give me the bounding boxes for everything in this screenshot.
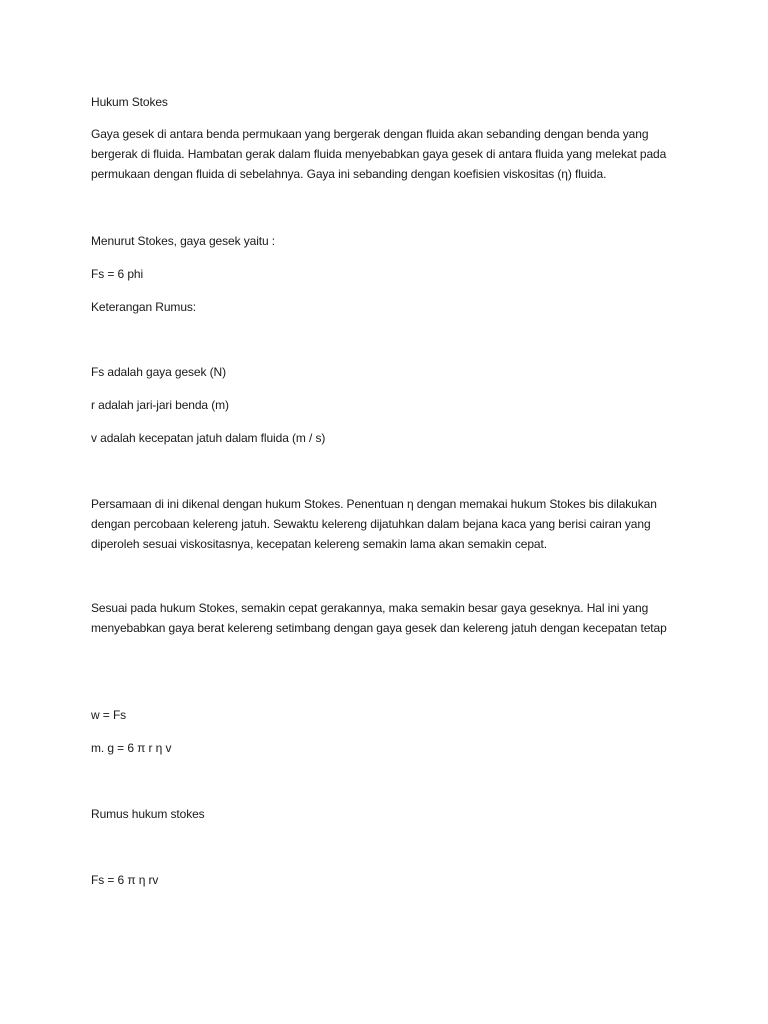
legend-heading: Keterangan Rumus: (91, 300, 197, 314)
formula-final: Fs = 6 π η rv (91, 873, 159, 887)
document-title: Hukum Stokes (91, 95, 168, 109)
balance-equation-2: m. g = 6 π r η v (91, 741, 172, 755)
legend-item-velocity: v adalah kecepatan jatuh dalam fluida (m / s) (91, 431, 326, 445)
consequence-paragraph: Sesuai pada hukum Stokes, semakin cepat gerakannya, maka semakin besar gaya geseknya. Hal ini yang menyebabkan gaya berat kelereng setimbang dengan gaya gesek dan kelereng jatuh dengan kecepatan tetap (91, 601, 667, 635)
intro-paragraph: Gaya gesek di antara benda permukaan yang bergerak dengan fluida akan sebanding dengan benda yang bergerak di fluida. Hambatan gerak dalam fluida menyebabkan gaya gesek di antara fluida yang melekat pada permukaan dengan fluida di sebelahnya. Gaya ini sebanding dengan koefisien viskositas (η) fluida. (91, 127, 667, 181)
balance-equation-1: w = Fs (91, 708, 127, 722)
formula-short: Fs = 6 phi (91, 267, 144, 281)
equation-paragraph: Persamaan di ini dikenal dengan hukum Stokes. Penentuan η dengan memakai hukum Stokes bis dilakukan dengan percobaan kelereng jatuh. Sewaktu kelereng dijatuhkan dalam bejana kaca yang berisi cairan yang diperoleh sesuai viskositasnya, kecepatan kelereng semakin lama akan semakin cepat. (91, 497, 657, 551)
stokes-intro-text: Menurut Stokes, gaya gesek yaitu : (91, 234, 276, 248)
formula-heading: Rumus hukum stokes (91, 807, 205, 821)
legend-item-radius: r adalah jari-jari benda (m) (91, 398, 229, 412)
legend-item-force: Fs adalah gaya gesek (N) (91, 365, 227, 379)
